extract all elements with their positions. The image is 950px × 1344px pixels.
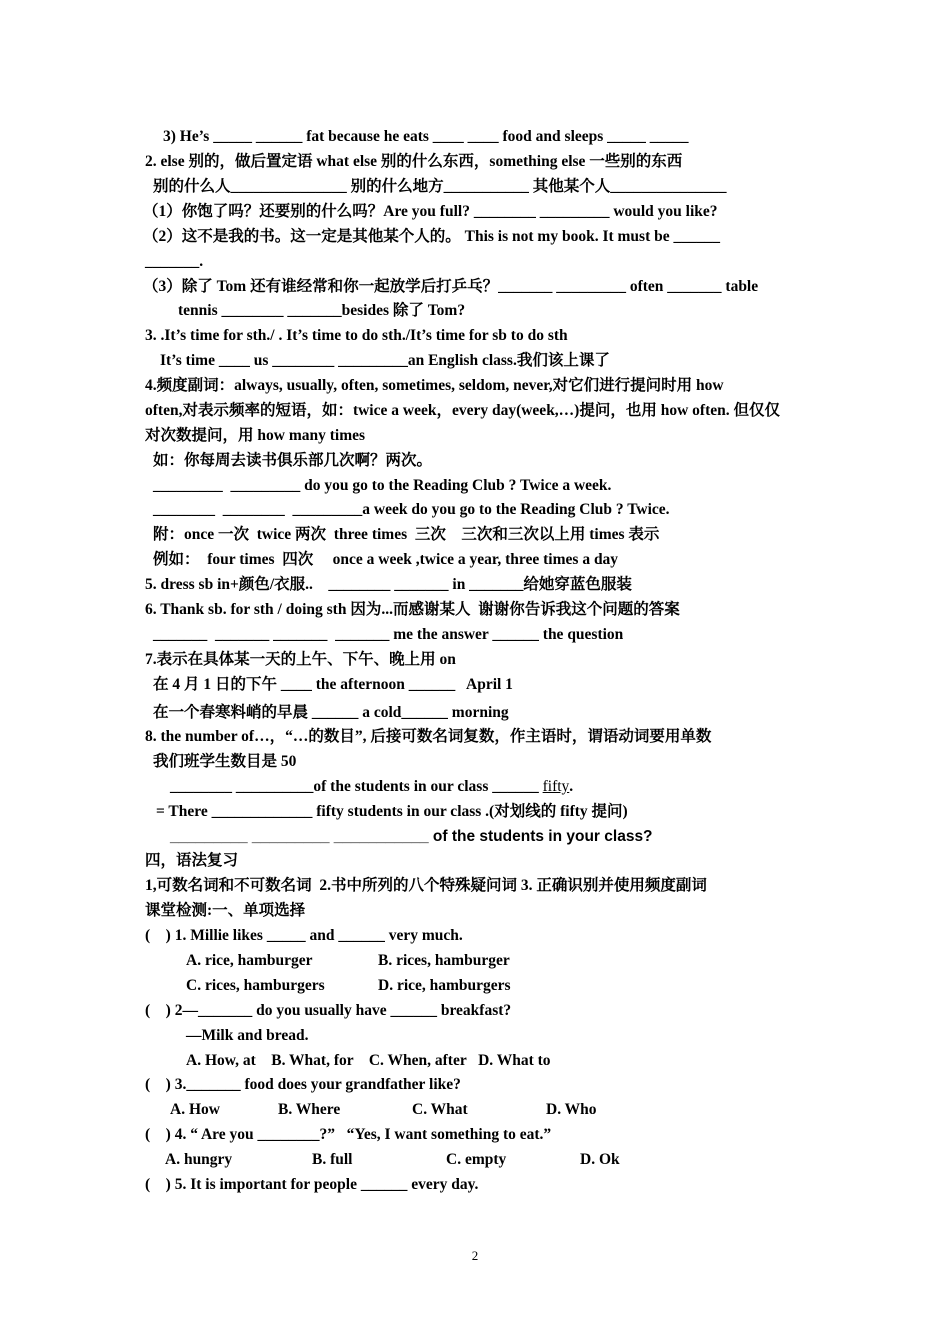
text-line: 1,可数名词和不可数名词 2.书中所列的八个特殊疑问词 3. 正确识别并使用频度副词 xyxy=(145,877,707,894)
option-d: D. Who xyxy=(546,1101,597,1118)
options: A. How, at B. What, for C. When, after D. What to xyxy=(186,1052,551,1069)
text-line: 5. dress sb in+颜色/衣服.. ________ _______ in _______给她穿蓝色服装 xyxy=(145,576,632,593)
line-text: . xyxy=(569,778,574,795)
text-line: —Milk and bread. xyxy=(186,1027,309,1044)
text-line: 4.频度副词：always, usually, often, sometimes, seldom, never,对它们进行提问时用 how xyxy=(145,377,724,394)
text-line: _________ _________ ___________ of the students in your class? xyxy=(170,828,653,845)
text-line: tennis ________ _______besides 除了 Tom? xyxy=(178,302,466,319)
option-c: C. What xyxy=(412,1101,468,1118)
text-line: 在 4 月 1 日的下午 ____ the afternoon ______ April 1 xyxy=(153,676,513,693)
option-b: B. Where xyxy=(278,1101,341,1118)
text-line: （3）除了 Tom 还有谁经常和你一起放学后打乒乓？_______ _________ often _______ table xyxy=(143,278,759,295)
text-line xyxy=(170,777,573,797)
text-line: 如：你每周去读书俱乐部几次啊？两次。 xyxy=(153,452,433,469)
page-number: 2 xyxy=(471,1248,479,1263)
text-line: （1）你饱了吗？还要别的什么吗？Are you full? ________ _________ would you like? xyxy=(143,203,718,220)
text-line: It’s time ____ us ________ _________an English class.我们该上课了 xyxy=(160,352,610,369)
question-5: ( ) 5. It is important for people ______ every day. xyxy=(145,1176,479,1193)
text-line: 对次数提问，用 how many times xyxy=(145,427,366,444)
option-a: A. How xyxy=(170,1101,220,1118)
question-3: ( ) 3._______ food does your grandfather like? xyxy=(145,1076,461,1093)
option-a: A. hungry xyxy=(165,1151,233,1168)
text-line: 3. .It’s time for sth./ . It’s time to do sth./It’s time for sb to do sth xyxy=(145,327,568,344)
text-line: 在一个春寒料峭的早晨 ______ a cold______ morning xyxy=(153,704,509,721)
text-line: 2. else 别的，做后置定语 what else 别的什么东西，something else 一些别的东西 xyxy=(145,153,683,170)
text-line: 四，语法复习 xyxy=(145,852,239,869)
line-text: ________ __________of the students in our class ______ xyxy=(170,778,543,795)
text-line: = There _____________ fifty students in our class .(对划线的 fifty 提问) xyxy=(156,803,628,820)
text-line: _______ _______ _______ _______ me the answer ______ the question xyxy=(153,626,624,643)
question-2: ( ) 2—_______ do you usually have ______ breakfast? xyxy=(145,1002,512,1019)
text-line: 例如： four times 四次 once a week ,twice a year, three times a day xyxy=(153,551,619,568)
text-line: often,对表示频率的短语，如：twice a week，every day(week,…)提问，也用 how often. 但仅仅 xyxy=(145,402,780,419)
option-b: B. full xyxy=(312,1151,353,1168)
text-line: 3) He’s _____ ______ fat because he eats ____ ____ food and sleeps _____ _____ xyxy=(163,128,689,145)
text-line: 8. the number of…，“…的数目”, 后接可数名词复数，作主语时，谓语动词要用单数 xyxy=(145,728,712,745)
option-b: B. rices, hamburger xyxy=(378,952,510,969)
text-line: 课堂检测:一、单项选择 xyxy=(145,902,306,919)
text-line: 7.表示在具体某一天的上午、下午、晚上用 on xyxy=(145,651,456,668)
text-line: 别的什么人_______________ 别的什么地方___________ 其他某个人_______________ xyxy=(153,178,727,195)
text-line: 附：once 一次 twice 两次 three times 三次 三次和三次以上用 times 表示 xyxy=(153,526,660,543)
text-line: 我们班学生数目是 50 xyxy=(153,753,297,770)
option-c: C. rices, hamburgers xyxy=(186,977,325,994)
text-line: （2）这不是我的书。这一定是其他某个人的。 This is not my book. It must be ______ xyxy=(143,228,720,245)
option-d: D. Ok xyxy=(580,1151,620,1168)
option-c: C. empty xyxy=(446,1151,507,1168)
text-line: _________ _________ do you go to the Reading Club ? Twice a week. xyxy=(153,477,612,494)
text-line: ________ ________ _________a week do you go to the Reading Club ? Twice. xyxy=(153,501,670,518)
text-line: _______. xyxy=(145,253,204,270)
underlined-answer: fifty xyxy=(542,778,570,795)
question-4: ( ) 4. “ Are you ________?” “Yes, I want something to eat.” xyxy=(145,1126,552,1143)
text-line: 6. Thank sb. for sth / doing sth 因为...而感谢某人 谢谢你告诉我这个问题的答案 xyxy=(145,601,680,618)
option-a: A. rice, hamburger xyxy=(186,952,313,969)
question-1: ( ) 1. Millie likes _____ and ______ very much. xyxy=(145,927,463,944)
option-d: D. rice, hamburgers xyxy=(378,977,511,994)
